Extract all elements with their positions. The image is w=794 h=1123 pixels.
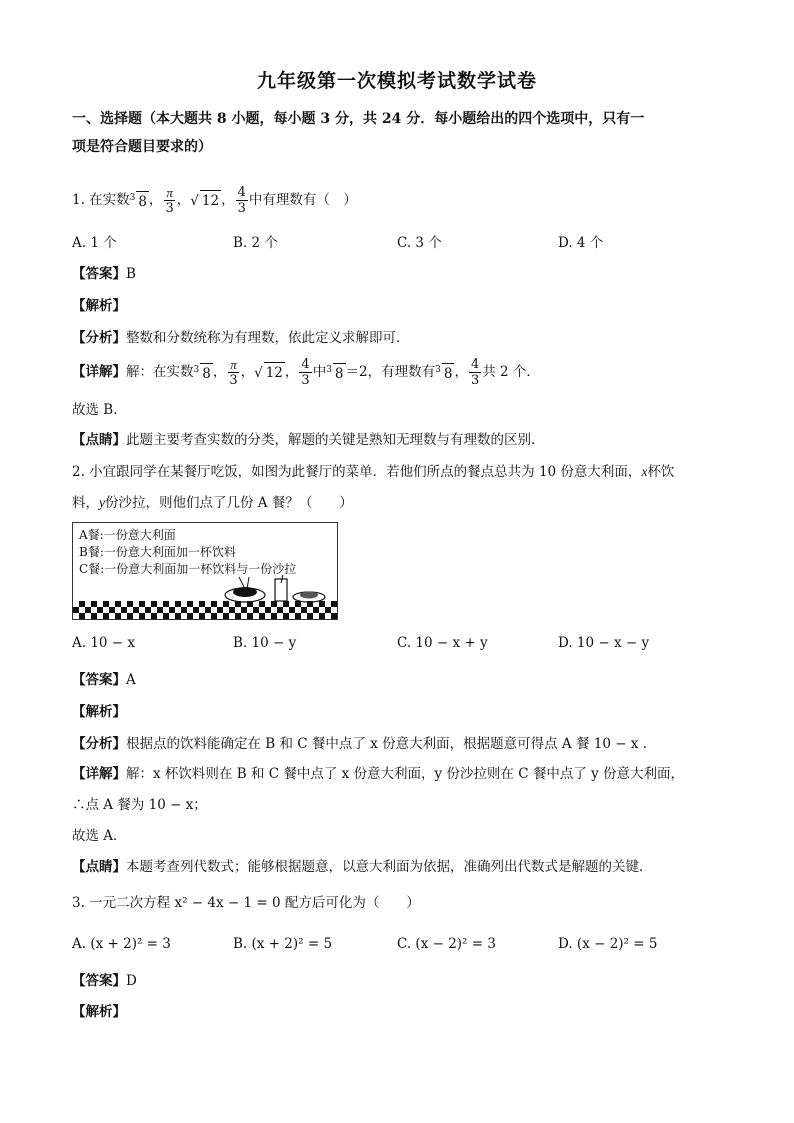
menu-item-b: B餐:一份意大利面加一杯饮料: [79, 545, 236, 559]
q1-conclusion: 故选 B．: [72, 402, 127, 418]
q3-option-d: D. (x − 2)² = 5: [558, 936, 658, 952]
pi-over-3: $\frac{\pi}{3}$: [165, 184, 174, 216]
cbrt-8: $^3$ 8: [130, 188, 149, 212]
q1-detail: 【详解】 解：在实数 $^3$ 8 ， $\frac{\pi}{3}$ ， √ 12 ， $\frac{4}{3}$ 中 $^3$ 8 ＝2，有理数有 $^3$ 8 ， $\frac{4}{3}$ 共 2 个．: [72, 356, 540, 388]
menu-item-c: C餐:一份意大利面加一杯饮料与一份沙拉: [79, 562, 297, 576]
menu-item-a: A餐:一份意大利面: [79, 528, 176, 542]
q2-detail-line1: 【详解】解：x 杯饮料则在 B 和 C 餐中点了 x 份意大利面，y 份沙拉则在 C 餐中点了 y 份意大利面，: [72, 766, 685, 782]
four-thirds: $\frac{4}{3}$: [237, 184, 246, 216]
q1-fenxi: 【分析】整数和分数统称为有理数，依此定义求解即可．: [72, 330, 410, 346]
q1-stem: 1. 在实数 $^3$ 8 ， $\frac{\pi}{3}$ ， √ 12 ， $\frac{4}{3}$ 中有理数有（ ）: [72, 184, 357, 216]
checkered-border: [73, 601, 337, 619]
sqrt-12: √ 12: [190, 190, 221, 211]
q1-option-b: B. 2 个: [233, 235, 278, 251]
q3-answer: 【答案】D: [72, 973, 137, 989]
menu-image: [72, 522, 338, 620]
q3-option-b: B. (x + 2)² = 5: [233, 936, 333, 952]
q1-analysis-label: 【解析】: [72, 298, 126, 314]
q2-fenxi: 【分析】根据点的饮料能确定在 B 和 C 餐中点了 x 份意大利面，根据题意可得点 A 餐 10 − x .: [72, 736, 648, 752]
q2-comment: 【点睛】本题考查列代数式；能够根据题意，以意大利面为依据，准确列出代数式是解题的关键．: [72, 859, 653, 875]
q2-analysis-label: 【解析】: [72, 704, 126, 720]
q3-analysis-label: 【解析】: [72, 1004, 126, 1020]
q2-answer: 【答案】A: [72, 672, 136, 688]
q2-option-a: A. 10 − x: [72, 635, 136, 651]
q1-stem-suffix: 中有理数有（ ）: [248, 192, 357, 208]
section-heading-line1: 一、选择题（本大题共 8 小题，每小题 3 分，共 24 分．每小题给出的四个选项中，只有一: [72, 111, 645, 127]
q2-stem-line2: 料，y份沙拉，则他们点了几份 A 餐？（ ）: [72, 495, 353, 511]
q3-option-a: A. (x + 2)² = 3: [72, 936, 171, 952]
q1-comment: 【点睛】此题主要考查实数的分类，解题的关键是熟知无理数与有理数的区别.: [72, 432, 536, 448]
q1-stem-prefix: 1. 在实数: [72, 192, 130, 208]
q2-option-b: B. 10 − y: [233, 635, 297, 651]
q2-option-d: D. 10 − x − y: [558, 635, 650, 651]
q1-answer: 【答案】B: [72, 266, 136, 282]
q2-option-c: C. 10 − x + y: [397, 635, 488, 651]
q2-stem-line1: 2. 小宜跟同学在某餐厅吃饭，如图为此餐厅的菜单．若他们所点的餐点总共为 10 份意大利面，x杯饮: [72, 464, 675, 480]
q1-option-a: A. 1 个: [72, 235, 117, 251]
q2-detail-line2: ∴点 A 餐为 10 − x；: [72, 797, 207, 813]
q1-option-c: C. 3 个: [397, 235, 442, 251]
q3-stem: 3. 一元二次方程 x² − 4x − 1 = 0 配方后可化为（ ）: [72, 895, 420, 911]
q2-conclusion: 故选 A．: [72, 828, 127, 844]
page-title: 九年级第一次模拟考试数学试卷: [256, 70, 537, 92]
section-heading-line2: 项是符合题目要求的）: [72, 139, 212, 155]
q1-option-d: D. 4 个: [558, 235, 604, 251]
q3-option-c: C. (x − 2)² = 3: [397, 936, 496, 952]
